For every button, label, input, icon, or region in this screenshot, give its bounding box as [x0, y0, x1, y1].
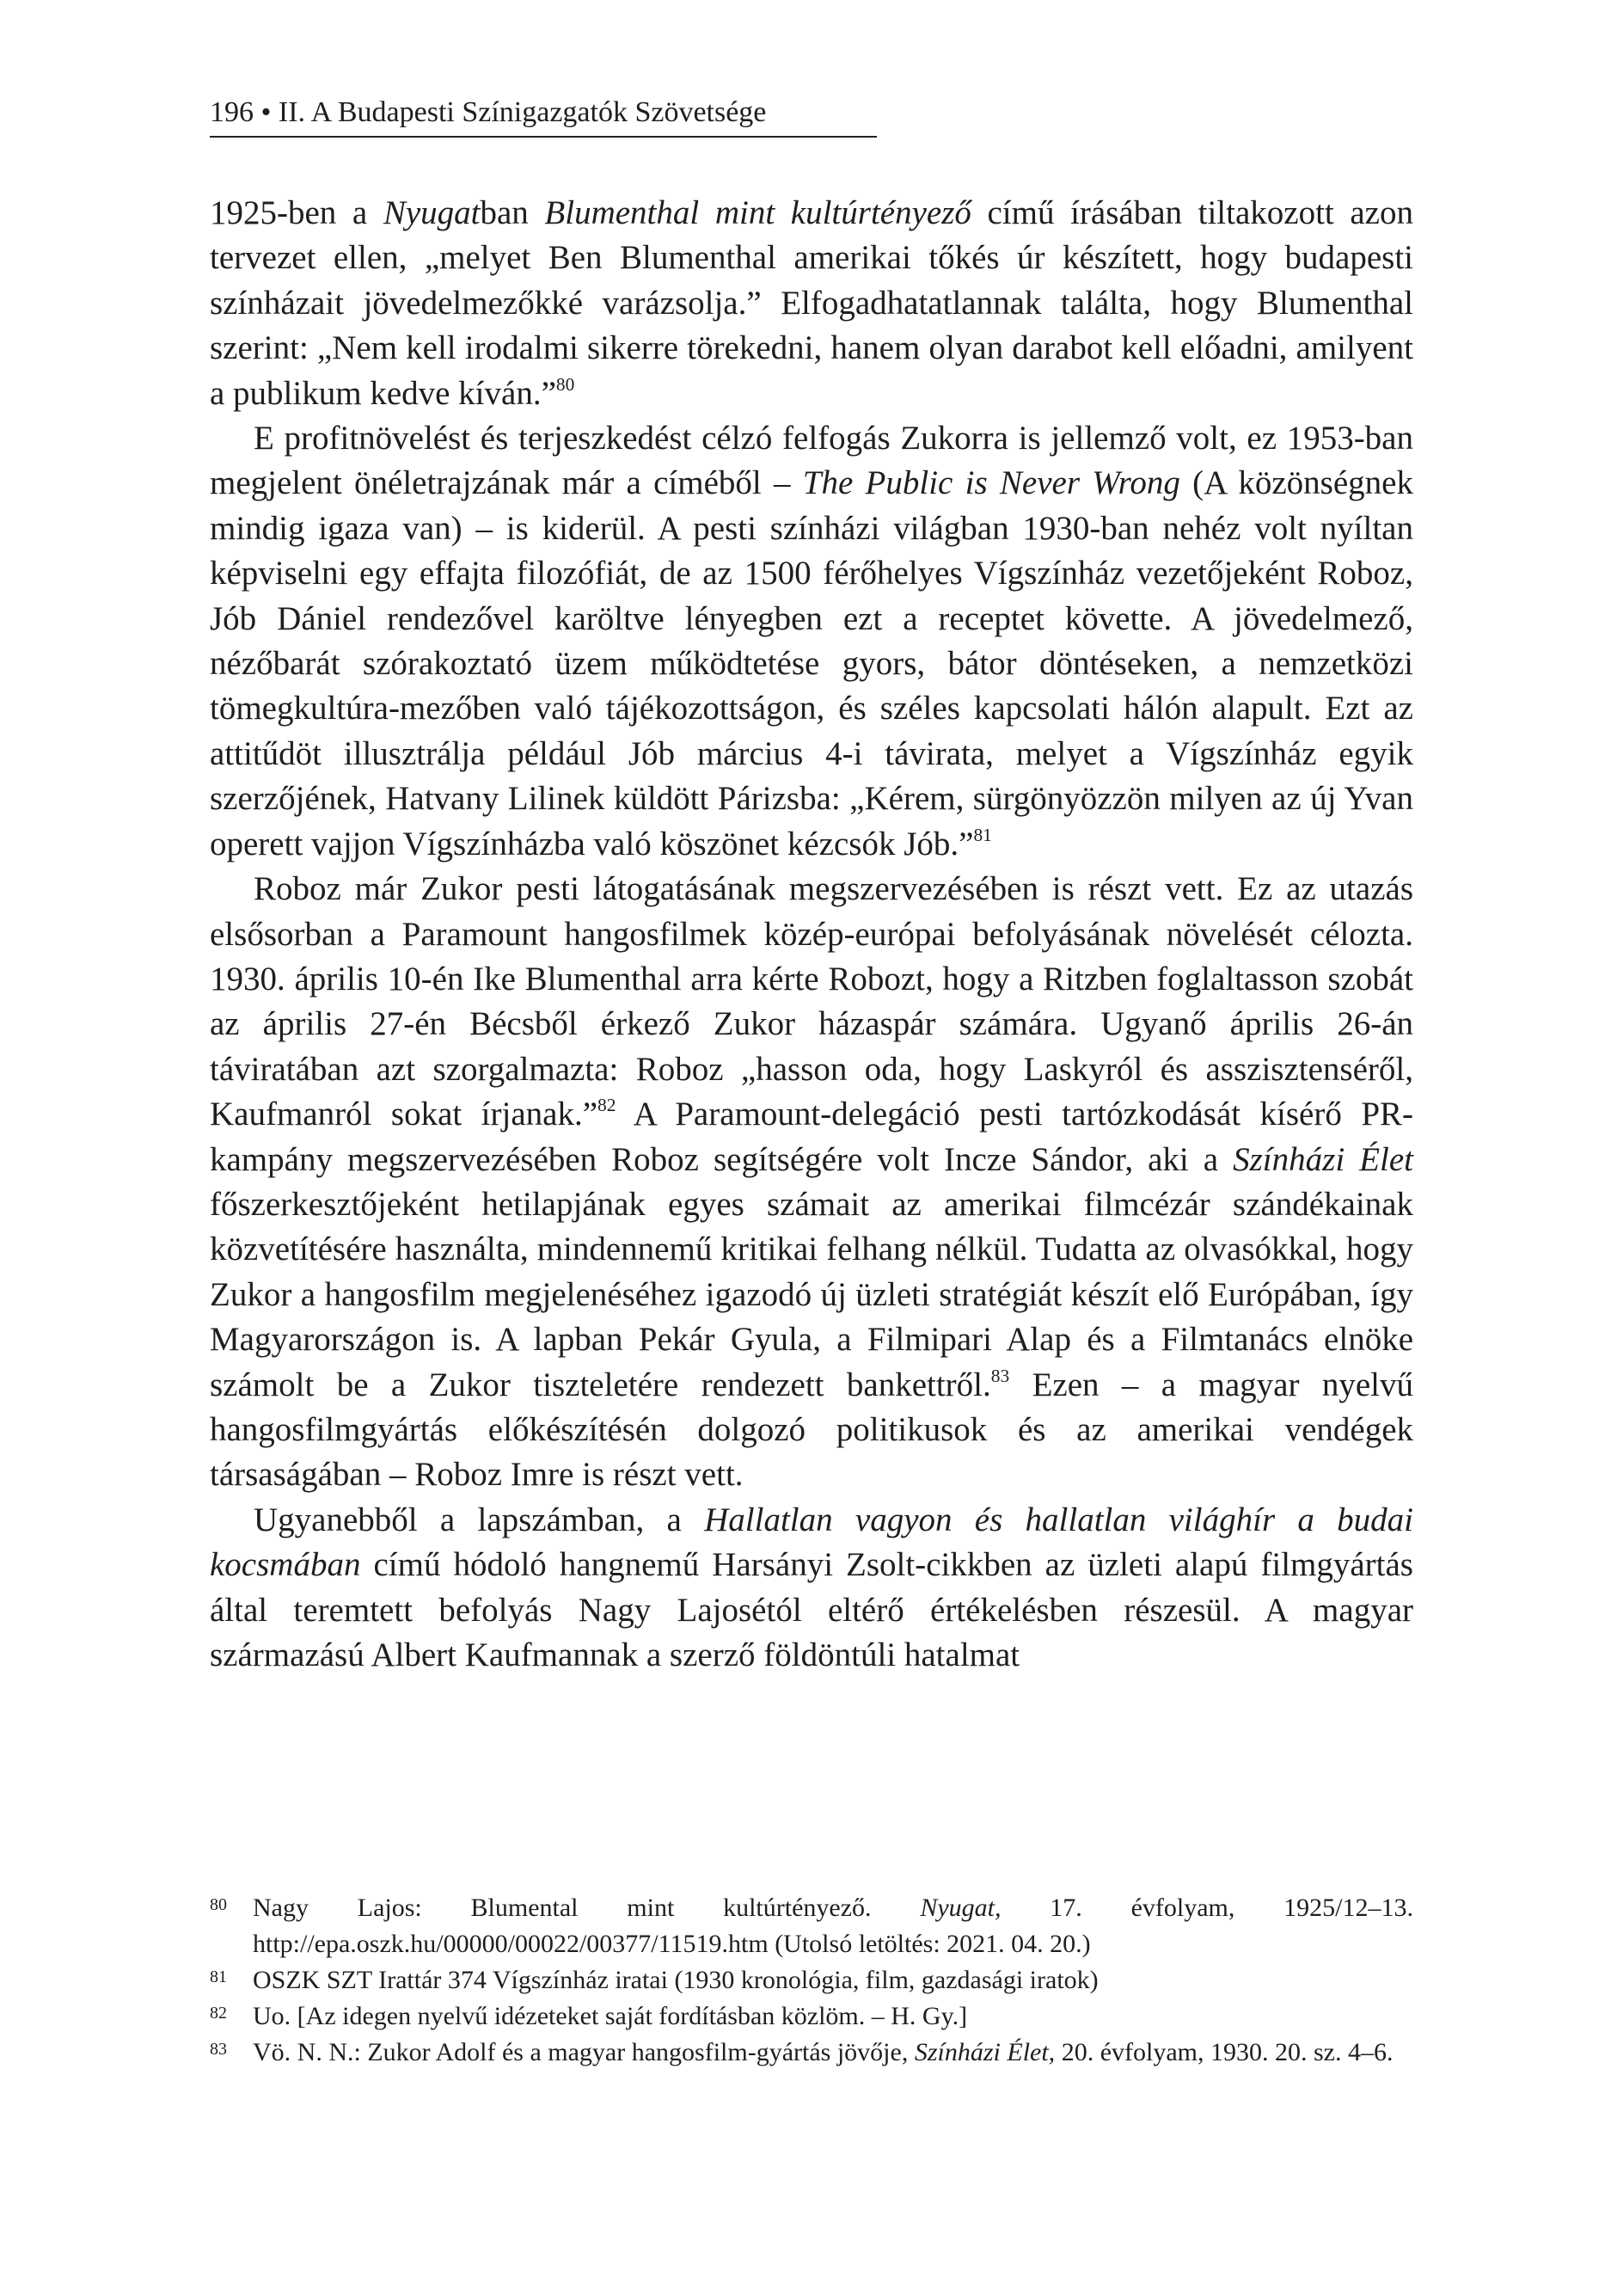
italic-title: Hallatlan vagyon és hallatlan világhír a budai kocsmában: [210, 1501, 1413, 1584]
text-run: 1925-ben a: [210, 194, 383, 231]
footnote-number: 81: [210, 1968, 227, 1986]
text-run: OSZK SZT Irattár 374 Vígszínház iratai (1930 kronológia, film, gazdasági iratok): [253, 1966, 1099, 1994]
text-run: Ugyanebből a lapszámban, a: [254, 1501, 705, 1538]
text-run: 20. évfolyam, 1930. 20. sz. 4–6.: [1055, 2038, 1394, 2066]
footnote-number: 82: [210, 2004, 227, 2023]
footnote: [210, 2035, 1413, 2071]
italic-title: Színházi Élet,: [914, 2038, 1056, 2066]
italic-title: The Public is Never Wrong: [802, 464, 1180, 502]
footnote-number: 83: [210, 2040, 227, 2059]
footnote: [210, 1998, 1413, 2035]
text-run: Vö. N. N.: Zukor Adolf és a magyar hangosfilm-gyártás jövője,: [253, 2038, 915, 2066]
footnote-number: 80: [210, 1895, 227, 1914]
italic-title: Blumenthal mint kultúrtényező: [544, 194, 971, 231]
paragraph: [210, 867, 1413, 1498]
text-run: című írásában tiltakozott azon tervezet ellen, „melyet Ben Blumenthal amerikai tőkés úr készített, hogy budapesti színházait jövedelmezőkké varázsolja.” Elfogadhatatlannak találta, hogy Blumenthal szerint: „Nem kell irodalmi sikerre törekedni, hanem olyan darabot kell előadni, amilyent a publikum kedve kíván.”: [210, 194, 1413, 412]
text-run: Ezen – a magyar nyelvű hangosfilmgyártás előkészítésén dolgozó politikusok és az amerikai vendégek társaságában – Roboz Imre is részt vett.: [210, 1366, 1413, 1494]
text-run: (A közönségnek mindig igaza van) – is kiderül. A pesti színházi világban 1930-ban nehéz volt nyíltan képviselni egy effajta filozófiát, de az 1500 férőhelyes Vígszínház vezetőjeként Roboz, Jób Dániel rendezővel karöltve lényegben ezt a receptet követte. A jövedelmező, nézőbarát szórakoztató üzem működtetése gyors, bátor döntéseken, a nemzetközi tömegkultúra-mezőben való tájékozottságon, és széles kapcsolati hálón alapult. Ezt az attitűdöt illusztrálja például Jób március 4-i távirata, melyet a Vígszínház egyik szerzőjének, Hatvany Lilinek küldött Párizsba: „Kérem, sürgönyözzön milyen az új Yvan operett vajjon Vígszínházba való köszönet kézcsók Jób.”: [210, 464, 1413, 863]
body-text: [210, 191, 1413, 1678]
italic-title: Színházi Élet: [1233, 1140, 1413, 1178]
text-run: című hódoló hangnemű Harsányi Zsolt-cikkben az üzleti alapú filmgyártás által teremtett befolyás Nagy Lajosétól eltérő értékelésben részesül. A magyar származású Albert Kaufmannak a szerző földöntúli hatalmat: [210, 1546, 1413, 1673]
footnote: [210, 1890, 1413, 1962]
text-run: Nagy Lajos: Blumental mint kultúrtényező.: [253, 1894, 921, 1922]
running-head: 196 • II. A Budapesti Színigazgatók Szövetsége: [210, 89, 877, 138]
text-run: főszerkesztőjeként hetilapjának egyes számait az amerikai filmcézár szándékainak közvetítésére használta, mindennemű kritikai felhang nélkül. Tudatta az olvasókkal, hogy Zukor a hangosfilm megjelenéséhez igazodó új üzleti stratégiát készít elő Európában, így Magyarországon is. A lapban Pekár Gyula, a Filmipari Alap és a Filmtanács elnöke számolt be a Zukor tiszteletére rendezett bankettről.: [210, 1185, 1413, 1403]
paragraph: [210, 191, 1413, 416]
footnotes: [210, 1890, 1413, 2071]
footnote-reference: 81: [973, 824, 992, 845]
text-run: A Paramount-delegáció pesti tartózkodását kísérő PR-kampány megszervezésében Roboz segítségére volt Incze Sándor, aki a: [210, 1096, 1414, 1178]
footnote-text: [253, 1966, 1099, 1994]
paragraph: [210, 416, 1413, 867]
footnote-reference: 80: [555, 373, 575, 395]
text-run: Uo. [Az idegen nyelvű idézeteket saját fordításban közlöm. – H. Gy.]: [253, 2002, 968, 2030]
footnote-reference: 82: [597, 1095, 616, 1116]
footnote-reference: 83: [990, 1365, 1010, 1386]
footnote-text: [253, 2038, 1393, 2066]
text-run: Roboz már Zukor pesti látogatásának megszervezésében is részt vett. Ez az utazás elsősorban a Paramount hangosfilmek közép-európai befolyásának növelését célozta. 1930. április 10-én Ike Blumenthal arra kérte Robozt, hogy a Ritzben foglaltasson szobát az április 27-én Bécsből érkező Zukor házaspár számára. Ugyanő április 26-án táviratában azt szorgalmazta: Roboz „hasson oda, hogy Laskyról és asszisztenséről, Kaufmanról sokat írjanak.”: [210, 870, 1413, 1133]
text-run: E profitnövelést és terjeszkedést célzó felfogás Zukorra is jellemző volt, ez 1953-ban megjelent önéletrajzának már a címéből –: [210, 420, 1413, 502]
footnote-text: [253, 1894, 1413, 1958]
footnote: [210, 1962, 1413, 1998]
text-run: 17. évfolyam, 1925/12–13. http://epa.oszk.hu/00000/00022/00377/11519.htm (Utolsó letöltés: 2021. 04. 20.): [253, 1894, 1413, 1958]
text-run: ban: [480, 194, 545, 231]
italic-title: Nyugat: [383, 194, 481, 231]
footnote-text: [253, 2002, 967, 2030]
paragraph: [210, 1498, 1413, 1679]
italic-title: Nyugat,: [920, 1894, 1002, 1922]
